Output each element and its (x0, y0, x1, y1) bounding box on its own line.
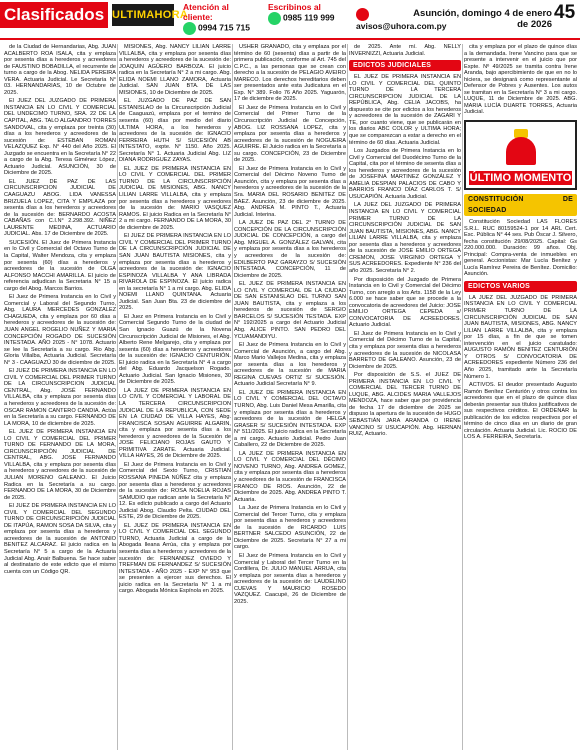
notice: de 2025. Ante mí. Abg. NELLY INVERNIZZI, Actuaria Judicial. (349, 44, 461, 57)
column-5 (464, 44, 577, 750)
write-label: Escribinos al (268, 2, 321, 12)
notice: EL JUEZ DE PRIMERA INSTANCIA EN LO CIVIL Y COMERCIAL DE LA CIUDAD DE SAN ESTANISLAO DEL TURNO SAN JUAN BAUTISTA, cita y emplaza a los herederos de sucesión de SERGIO BARCELOS S/ SUCESIÓN TESTADA. EXP N° 192/2025 a cargo del Actuario Judicial Abg. ALICE PINTO. SAN PEDRO DEL YCUAMANDIYU. (234, 281, 346, 340)
notice: Constitución Sociedad LAS FLORES S.R.L. RUC 80159524-1 por 14 ARL Cert. Esc. Pública N° 44 ses. Pub Óscar J. Silvero, fecha constitución 29/08/2025. Capital: Gs 220.000.000. Duración: 99 años. Obj. Principal: Compra-venta de inmuebles en general. Accionistas: Mar Lucía Benítez y Lucía Ramírez Pereira de Benítez. Domicilio: Asunción. (464, 219, 577, 278)
notice: de la Ciudad de Hernandarias, Abg. JUAN ACALBERTO ROA ISALA, cita y emplaza por sesenta días a herederos y acreedores de FAUSTINO BOBADILLA, el recurrente de turno a cargo de la Abog. NELIDA PEREIRA VERA. Actuaria Judicial. Le Secretaría N° 03. HERNANDARIAS, 10 de Octubre de 2025. (4, 44, 116, 96)
notice: LA JUEZ DE PAZ DEL 2° TURNO DE CONCEPCIÓN DE LA CIRCUNSCRIPCIÓN JUDICIAL DE CONCEPCIÓN, a cargo del Abg. MIGUEL A. GONZÁLEZ GALVAN, cita y emplaza por sesenta días a los herederos y acreedores de la sucesión de: EDILBERTO PAZ GARAYZO S/ SUCESIÓN INTESTADA. CONCEPCIÓN, 11 de Diciembre de 2025. (234, 220, 346, 279)
notice: El JUEZ DE PRIMERA INSTANCIA EN LO CIVIL Y COMERCIAL DEL PRIMER TURNO DE LA CIRCUNSCRIPCION JUDICIAL CENTRAL, Abg. JOSÉ FERNANDO VILLALBA, cita y emplaza por sesenta días a herederos y acreedores de la sucesión de: OSCAR RAMON CANTERO CANDIA. Actúa en la Secretaría a su cargo. FERNANDO DE LA MORA, 10 de diciembre de 2025. (4, 368, 116, 427)
notice: El Juez de Primera Instancia en lo Civil y Comercial del Décimo Noveno Turno de Asunción, cita y emplaza por sesenta días a herederos y acreedores de la sucesión de la Sra. MARIA DEL ROSARIO BENITEZ DE BAEZ. Asunción, 23 de diciembre de 2025. Abg. ANDREA M. PINTO T., Actuaria Judicial. Interina. (234, 165, 346, 218)
notice: El Juez de Primera Instancia en lo Civil y Comercial y Laboral del Tercer Turno en la Cordillera, Dr. JULIO MANUEL ARRUA, cita y emplaza por sesenta días a herederos y acreedores de la sucesión de: LAUDELINO CUEVAS Y MAURICIO ROSEDO VAZQUEZ. Caacupé, 26 de Diciembre de 2025. (234, 553, 346, 605)
notice: El Juez de Primera Instancia en lo Civil y Comercial del Sexto Turno, CRISTIAN ROSSANA PINEDA NÚÑEZ cita y emplaza por sesenta días a herederos y acreedores de la sucesión de: ROSA NOELIA ROJAS SAMUDIO que radican ante la Secretaría N° 12. Es edicto publicado a cargo del Actuario Judicial Abog. Claudio Pelta. CIUDAD DEL ESTE, 29 de Diciembre de 2025. (119, 461, 231, 521)
newspaper-logo: ULTIMAHORA (112, 4, 174, 26)
page-number: 45 (554, 2, 576, 23)
notice: EL JUEZ DE PRIMERA INSTANCIA EN LO CIVIL Y COMERCIAL DEL PRIMER TURNO DE FERNANDO DE LA MORA, CIRCUNSCRIPCIÓN JUDICIAL DE CENTRAL, ABG. JOSE FERNANDO VILLALBA, cita y emplaza por sesenta días a herederos y acreedores de la sucesión de JULIAN MORENO GALEANO. El Juicio Radica en la Secretaría a su cargo. FERNANDO DE LA MORA, 30 de Diciembre de 2025. (4, 429, 116, 501)
ultimo-momento-label: ÚLTIMO MOMENTO (469, 172, 572, 185)
column-divider (462, 44, 463, 750)
notice: El Juez en Primera Instancia en lo Civil y Comercial Segundo Turno de la ciudad de San Ignacio Guazú de la Novena Circunscripción Judicial de Misiones, el Abg. Alberto Rene Melgarejo, cita y emplaza por sesenta (60) días a herederos y acreedores de la sucesión de: IGNACIO CENTURIÓN. El juicio radica en la Secretaría N° 4 a cargo del Abg. Eduardo Jacquelson Rogado. Actuario Judicial. San Ignacio Misiones, 30 de Diciembre de 2025. (119, 313, 231, 386)
notice: Por disposición de S.S. el JUEZ DE PRIMERA INSTANCIA EN LO CIVIL Y COMERCIAL DEL TERCER TURNO DE LUQUE, ABG. ALCIDES MARIA VALLEJOS MENDOZA, hace saber que por providencia de fecha 17 de diciembre de 2025 se dispuso la apertura de la sucesión de HUGO SEBASTIÁN JARA ARANDA O IRENE VANCINO S/ USUCAPIÓN. Abg. HERNAN RUIZ, Actuario. (349, 372, 461, 438)
notice: El Juez de Primera Instancia en lo Civil y Comercial del Primer Turno de la Circunscripción Judicial de Concepción, ABOG. LIZ ROSSANA LOPEZ, cita y emplaza por sesenta días a herederos y acreedores de la sucesión de NOGUEIRA AGUIRRE. El Juicio radica en la Secretaría a su cargo. CONCEPCIÓN, 23 de Diciembre de 2025. (234, 104, 346, 164)
notice: El JUEZ DE PRIMERA INSTANCIA EN LO CIVIL Y COMERCIAL DEL SEGUNDO TURNO DE CIRCUNSCRIPCIÓN JUDICIAL DE ITAPÚA, RAMON SOSA DA SILVA, cita y emplaza por sesenta días a herederos y acreedores de la sucesión de ANTONIO BENITEZ ALCARAZ. El juicio radica en la Secretaría N° 5 a cargo de la Actuaria Judicial Abg. Anair Balbuena. Se hace saber al destinatario de este edicto que el mismo cuenta con un Código QR. (4, 503, 116, 575)
column-1 (4, 44, 116, 750)
notice: El Juez de Primera Instancia en lo Civil y Comercial de Asunción, a cargo del Abg. Marco Mario Vallejos Medina, cita y emplaza por sesenta días a los herederos y acreedores de la sucesión de MARIA REGINA CUEVAS ORTIZ S/ SUCESIÓN. Actuario Judicial Secretaría N° 9. (234, 342, 346, 388)
notice: EL JUEZ DE PRIMERA INSTANCIA EN LO CIVIL Y COMERCIAL DEL SEGUNDO TURNO, Actuaria Judicial a cargo de la Abogada Ileana Arrúa, cita y emplaza por sesenta días a herederos y acreedores de la sucesión de: FERNANDEZ OVIEDO Y TREFMAN DE FERNANDEZ S/ SUCESIÓN INTESTADA - AÑO 2025 - EXP N° 953 que se presenten a ejercer sus derechos. El juicio radica en la Secretaría N° 1 a mi cargo. Abogada Mónica Espínola en 2025. (119, 522, 231, 595)
phone-icon (183, 22, 196, 35)
notice: cita y emplaza por el plazo de quince días a la demandada. Irene Vancino para que se presente a intervenir en el juicio que por Expte. Nº 49/2025 se tramita contra Irene Aranda, bajo apercibimiento de que en no lo hiciera, se designará como representante al Defensor de Pobres y Ausentes. Los autos se tramitan en la Secretaría N° 3 a mi cargo. LUQUE, 11 de Diciembre de 2025. ABG. MARIA LUCÍA DUARTE TORRES, Actuaria Judicial. (464, 44, 577, 116)
issue-date: Asunción, domingo 4 de enero de 2026 (413, 8, 552, 30)
notice: USHER GRANADO, cita y emplaza por el término de 60 (sesenta) días a partir de la primera publicación, conforme al Art. 745 del C.P.C., a las personas que se crean con derecho a la sucesión de PELAGIO AVEIRO MARECO. Los derechos hereditarios deben ser presentados ante esta Judicatura en el Exp. N° 389. Folio 76 Año 2025. Yaguarón, 17 de diciembre de 2025. (234, 44, 346, 103)
notice: SUCESIÓN. El Juez de Primera Instancia en lo Civil y Comercial del Octavo Turno de la Capital, Walter Mendoza, cita y emplaza por sesenta (60) días a herederos y acreedores de la sucesión de OLGA ALFONSO MACCHI AMARILLA. El juicio de referencia adjudican la Secretaria N° 15 a cargo del Abog. Marcos Barrios. (4, 239, 116, 292)
whatsapp-icon (268, 12, 281, 25)
notice: EL JUEZ DE PRIMERA INSTANCIA EN LO CIVIL Y COMERCIAL DEL OCTAVO TURNO, Abg. Luis Daniel Mesa Amarilla, cita y emplaza por sesenta días a herederos y acreedores de la sucesión de HELGA GRASER S/ SUCESIÓN INTESTADA. EXP N° 511/2025. El juicio radica en la Secretaría a mi cargo. Actuario Judicial. Pedro Juan Caballero, 22 de Diciembre de 2025. (234, 389, 346, 449)
notice: LA JUEZ DEL JUZGADO DE PRIMERA INSTANCIA EN LO CIVIL Y COMERCIAL PRIMER TURNO DE LA CIRCUNSCRIPCIÓN JUDICIAL DE SAN JUAN BAUTISTA, MISIONES, ABG. NANCY LILIAN LARRE VILLALBA, cita y emplaza por 15 días, a fin de que se tomen intervención en el juicio caratulado: AUGUSTO RAMÓN BENITEZ CENTURIÓN Y OTROS S/ CONVOCATORIA DE ACREEDORES expediente Número 236 del Año 2025, tramitado ante la Secretaría Número 1. (464, 294, 577, 380)
notice: EL JUZGADO DE PAZ DE SAN ESTANISLAO de la Circunscripción Judicial de Caaguazú, emplaza por el termino de sesenta (60) días por medio del diario ULTIMA HORA, a los herederos y acreedores de la sucesión de: IGNACIO FERREIRA HUTH S/ SUCESIÓN AB INTESTATO, expte. N° 1150. Año 2025. Secretaría N° 1. Actuaria Judicial Abg. LIZ DIANA RODRIGUEZ ZAYAS. (119, 98, 231, 164)
notice: ACTIVOS. El deudor presentado Augusto Ramón Benítez Centurión y otros contra los acreedores que en el plazo de quince días deberán presentar sus títulos justificativos de sus respectivos créditos. El ORDENAR la publicación de los edictos respectivos por el término de cinco días en un diario de gran circulación. Actuaria Judicial. Lic. ROCIO DE LOS A. FERREIRA, Secretaría. (464, 382, 577, 441)
section-label-edictos-varios: EDICTOS VARIOS (464, 281, 577, 292)
notice: El JUEZ DEL JUZGADO DE PRIMERA INSTANCIA EN LO CIVIL Y COMERCIAL DEL UNDECIMO TURNO, SRA. 22 DE LA CAPITAL, ABG. TALO ALGANDRO TORRES SANDOVAL, cita y emplaza por treinta (30) días a los herederos y acreedores de la sucesión de: ESTEBAN ROMAN VELAZQUEZ Exp. N° 440 del Año 2025. El Juzgado se encuentra en la Secretaría N° 22 a cargo de la Abg. Teresa Giménez López, Actuario Judicial. ASUNCIÓN, 30 de Diciembre de 2025. (4, 98, 116, 177)
section-label-constitucion: CONSTITUCIÓN DE SOCIEDAD (464, 194, 577, 216)
call-label: Atención al cliente: (183, 2, 229, 22)
column-divider (347, 44, 348, 750)
ultimo-momento-box (464, 120, 577, 190)
customer-service (183, 2, 259, 32)
whatsapp-contact (268, 2, 348, 32)
column-4 (349, 44, 461, 750)
column-divider (117, 44, 118, 750)
notice: Por disposición del Juzgado de Primera Instancia en lo Civil y Comercial del Décimo Turno, con arreglo a los Arts. 1158 de la Ley 6.000 se hace saber que se procede a la convocatoria de acreedores del Juicio: JOSE EMILIO ORTEGA CEPEDA s/ CONVOCATORIA DE ACREEDORES. Actuario Judicial. (349, 276, 461, 329)
notice: EL JUEZ DE PAZ DE LAS CIRCUNSCRIPCION JUDICIAL DE CAAGUAZU ABOG. LIDA VANESSA BRIZUELA LOPEZ, CITA Y EMPLAZA por sesenta días a los herederos y acreedores de la sucesión de: BERNARDO ACOSTA CABAÑAS con C.I.N° 2.298.392. NIÑEZ LAURENTE MEDINA, ACTUARIO JUDICIAL. Abs. 17 de Diciembre de 2025. (4, 178, 116, 238)
notice: MISIONES, Abg. NANCY LILIAN LARRE VILLALBA, cita y emplaza por sesenta días a herederos y acreedores de la sucesión de: JOAQUIN AGÜERO BARBOZA. El juicio radica en la Secretaría N° 2 a mi cargo. Abg. ELIDA NOEMI LLANO ZAMORA, Actuaria Judicial. SAN JUAN BTA. DE LAS MISIONES, 10 de Diciembre de 2025. (119, 44, 231, 96)
notice: LA JUEZ DE PRIMERA INSTANCIA EN LO CIVIL Y COMERCIAL DEL DÉCIMO NOVENO TURNO, Abg. ANDREA GOMEZ, cita y emplaza por sesenta días a herederos y acreedores de la sucesión de FRANCISCA FRANCO DE RIOS. Asunción, 22 de Diciembre de 2025. Abg. ANDREA PINTO T. Actuaria. (234, 450, 346, 503)
section-label-edictos-judiciales: EDICTOS JUDICIALES (349, 60, 461, 71)
email-icon (356, 8, 369, 21)
notice: EL JUEZ DE PRIMERA INSTANCIA EN LO CIVIL Y COMERCIAL DEL PRIMER TURNO DE LA CIRCUNSCRIPCIÓN JUDICIAL DE MISIONES, ABG. NANCY LILIAN LARRE VILLALBA, cita y emplaza por sesenta días a herederos y acreedores de la sucesión de: MARIO VASQUEZ RAMOS. El juicio Radica en la Secretaría N° 2 a mi cargo. FERNANDO DE LA MORA, 30 de diciembre de 2025. (119, 165, 231, 231)
page-header (0, 0, 580, 42)
write-number: 0985 119 999 (283, 12, 335, 23)
header-divider (0, 38, 580, 40)
siren-icon (492, 129, 550, 167)
column-2 (119, 44, 231, 750)
notice: El Juez de Primera Instancia en lo Civil y Comercial del Décimo Turno de la Capital, cita y emplaza por sesenta días a herederos y acreedores de la sucesión de NICOLASA BARRETO DE GALEANO. Asunción, 23 de Diciembre de 2025. (349, 330, 461, 370)
notice: La Juez de Primera Instancia en lo Civil y Comercial del Tercer Turno, cita y emplaza por sesenta días a herederos y acreedores de la sucesión de RICARDO LUIS BERTNER SALCEDO ASUNCIÓN, 22 de Diciembre de 2025. Secretaría N° 27 a mi cargo. (234, 505, 346, 551)
column-divider (232, 44, 233, 750)
column-3 (234, 44, 346, 750)
notice: El JUEZ DE PRIMERA INSTANCIA EN LO CIVIL Y COMERCIAL DEL PRIMER TURNO DE LA CIRCUNSCRIPCIÓN JUDICIAL DE SAN JUAN BAUTISTA MISIONES, cita y emplaza por sesenta días a herederos y acreedores de la sucesión de: IGNACIO ESPINOZA VILLALBA Y ANA LIBRADA RIVAROLA DE ESPINOZA. El juicio radica en la secretaría N° 1 a mi cargo. Abg. ELIDA NOEMI LLANO QUINTANA. Actuaria Judicial. San Juan Bta. 23 de diciembre de 2025. (119, 233, 231, 312)
email-address[interactable]: avisos@uhora.com.py (356, 21, 447, 31)
call-number: 0994 715 715 (198, 22, 250, 33)
notice: El Juez de Primera Instancia en lo Civil y Comercial y Laboral del Segundo Turno, Abg. LAURA MERCEDES GONZALEZ CHAGUEDA, cita y emplaza por 60 días a herederos y acreedores de la sucesión de: JUAN ANGEL ROGELIO NUÑEZ Y MARIA CONCEPCIÓN ROGADO DE SUCESIÓN INTESTADA. AÑO 2025 - N° 1078. Actuario se lee la Secretaría a su cargo. Rio Abg. Gloria Villalba, Actuaria Judicial. Secretaría N° 3 - CAAGUAZÚ 30 de diciembre de 2025. (4, 294, 116, 366)
notice: Los Juzgados de Primera Instancia en lo Civil y Comercial del Duodécimo Turno de la Capital, cita por el término de sesenta días a los herederos y acreedores de la sucesión de JOSEFINA MARTINEZ GONZÁLEZ Y AMELIA DESPIAN PALACIOS DE CABO Y BARRIOS FRANCO DÍAZ CARLOS T. S/ USUCAPIÓN. Actuaria Judicial. (349, 148, 461, 200)
notice: LA JUEZ DE PRIMERA INSTANCIA EN LO CIVIL Y COMERCIAL Y LABORAL DE LA TERCERA CIRCUNSCRIPCION JUDICIAL DE LA REPUBLICA, CON SEDE EN LA CIUDAD DE VILLA HAYES, Abg. FRANCISCA SOSAN AGUIRRE ALGARIN, cita y emplaza por sesenta días a los herederos y acreedores de la Sucesión de JOSE FELICIANO ROJAS GAUTO Y PRIMITIVA ZARATE. Actuaria Judicial. VILLA HAYES, 26 de Diciembre de 2025. (119, 387, 231, 460)
notice: LA JUEZ DEL JUZGADO DE PRIMERA INSTANCIA EN LO CIVIL Y COMERCIAL PRIMER TURNO DE LA CIRCUNSCRIPCIÓN JUDICIAL DE SAN JUAN BAUTISTA, MISIONES, ABG. NANCY LILIAN LARRE VILLALBA, cita y emplaza por sesenta días a herederos y acreedores de la sucesión de JOSE EMILIO ORTEGA CREMON, JOSE VIRGINIO ORTEGA Y SUS ACREEDORES. Expediente N° 236 del año 2025. Secretaría N° 2. (349, 202, 461, 274)
notice: EL JUEZ DE PRIMERA INSTANCIA EN LO CIVIL Y COMERCIAL DEL QUINTO TURNO DE LA TERCERA CIRCUNSCRIPCION JUDICIAL DE LA REPÚBLICA, Abg. CELIA JACOBS, ha dispuesto se cite por edictos a los herederos y acreedores de la sucesión de ZAGARI Y TE, por cuanto viene, que se publicarán en los diarios ABC COLOR y ULTIMA HORA; que se comparezcan a estar a derecho en el término de 60 días. Actuaria Judicial. (349, 74, 461, 146)
section-title: Clasificados (0, 2, 108, 28)
